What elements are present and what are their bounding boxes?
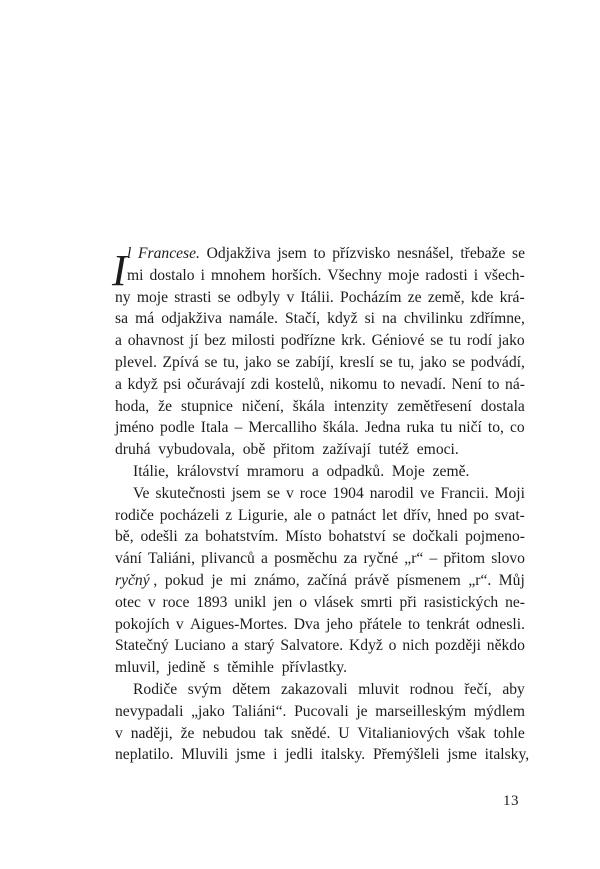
word: pokud [164, 571, 204, 589]
word: l [127, 245, 132, 262]
word: Když [349, 637, 383, 655]
word: známo, [254, 571, 300, 589]
word: tak [263, 724, 284, 742]
word: italsky, [484, 746, 530, 764]
word: je [211, 571, 223, 589]
word: jedině [167, 659, 206, 677]
word: – [234, 419, 243, 437]
word: v [115, 724, 123, 742]
word: namále. [228, 310, 278, 328]
word: dřív, [403, 506, 432, 524]
word: rodiče [115, 506, 154, 524]
word: a [231, 637, 239, 655]
word: Statečný [115, 637, 169, 655]
word: je [356, 702, 368, 720]
word: v [285, 484, 294, 502]
word: Jedna [364, 419, 401, 437]
text-line [115, 657, 525, 679]
word: Francii. [440, 484, 489, 502]
text-line [115, 330, 525, 352]
word: ná- [505, 375, 525, 393]
word: to [313, 245, 326, 262]
word: Přemýšleli [372, 746, 440, 764]
word: Géniové [371, 332, 425, 350]
word: a [311, 462, 319, 480]
word: v [147, 593, 156, 611]
paragraph [115, 483, 525, 679]
word: skutečnosti [155, 484, 226, 502]
word: Pocházím [340, 288, 402, 306]
word: krk. [341, 332, 366, 350]
word: Ligurie, [237, 506, 288, 524]
word: písmenem [396, 571, 461, 589]
word: Moji [494, 484, 525, 502]
word: Vitalianiových [357, 724, 450, 742]
word: Rodiče [133, 680, 178, 698]
word: let [381, 506, 398, 524]
word: to [407, 615, 421, 633]
word: 1893 [196, 593, 228, 611]
word: pojmeno- [465, 528, 525, 546]
word: jsem [277, 245, 307, 262]
word: obě [242, 441, 266, 459]
word: emoci. [416, 441, 459, 459]
word: jeho [326, 615, 353, 633]
word: U [338, 724, 350, 742]
word: ryčný [115, 571, 150, 589]
word: bě, [115, 528, 134, 546]
text-line [115, 308, 525, 330]
paragraph [115, 679, 530, 766]
word: Můj [498, 571, 525, 589]
word: o [388, 637, 397, 655]
word: pokojích [115, 615, 170, 633]
word: Aigues-Mortes. [190, 615, 288, 633]
word: jsme [235, 746, 266, 764]
word: Ve [133, 484, 150, 502]
word: tu, [222, 353, 239, 371]
word: země, [427, 288, 465, 306]
text-line [115, 635, 525, 657]
word: začíná [307, 571, 347, 589]
word: plivanců [201, 550, 255, 568]
word: plevel. [115, 353, 157, 371]
word: nevypadali [115, 702, 184, 720]
text-line [115, 744, 530, 766]
word: podle [160, 419, 195, 437]
word: slovo [491, 550, 525, 568]
word: moje [136, 288, 168, 306]
word: právě [354, 571, 390, 589]
word: jméno [115, 419, 154, 437]
word: rasistických [423, 593, 499, 611]
word: zabíjí, [295, 353, 334, 371]
word: ze [407, 288, 422, 306]
word: když [127, 375, 158, 393]
word: se [512, 245, 525, 262]
word: pocházeli [159, 506, 220, 524]
word: tohle [493, 724, 525, 742]
word: jí [189, 332, 199, 350]
word: krá- [499, 288, 525, 306]
word: těmihle [227, 659, 274, 677]
word: řečí, [464, 680, 492, 698]
word: Není [451, 375, 482, 393]
word: dočkali [412, 528, 459, 546]
word: přitom [273, 441, 315, 459]
word: tu [448, 332, 462, 350]
word: hoda, [115, 397, 150, 415]
word: přízvisko [332, 245, 391, 262]
word: království [176, 462, 240, 480]
word: odjakživa [161, 310, 222, 328]
word: stupnice [180, 397, 233, 415]
word: svat- [494, 506, 525, 524]
word: jedli [285, 746, 313, 764]
word: však [457, 724, 486, 742]
word: Taliáni“. [232, 702, 287, 720]
word: milosti [231, 332, 275, 350]
word: Mluvili [181, 746, 229, 764]
word: kreslí [339, 353, 375, 371]
word: snědé. [290, 724, 331, 742]
paragraph [115, 461, 525, 483]
word: starý [244, 637, 275, 655]
word: očurávají [187, 375, 246, 393]
word: se [204, 353, 218, 371]
drop-cap: I [112, 246, 127, 295]
text-line [115, 287, 525, 309]
word: s [213, 659, 220, 677]
word: otec [115, 593, 141, 611]
word: si [364, 310, 375, 328]
word: „r“. [468, 571, 492, 589]
word: odbyly [236, 288, 281, 306]
word: roce [162, 593, 190, 611]
word: neplatilo. [115, 746, 174, 764]
word: podřízne [280, 332, 336, 350]
word: ruka [406, 419, 435, 437]
text-line [115, 505, 525, 527]
word: po [473, 506, 489, 524]
word: se [430, 332, 444, 350]
word: roce [299, 484, 327, 502]
word: Luciano [174, 637, 226, 655]
word: třebaže [460, 245, 506, 262]
word: na [382, 310, 397, 328]
word: svým [187, 680, 222, 698]
word: italsky. [320, 746, 366, 764]
word: Itálii. [300, 288, 334, 306]
word: mluvil, [115, 659, 160, 677]
text-line [115, 417, 525, 439]
word: to, [487, 419, 504, 437]
word: moje [388, 266, 420, 284]
word: mluvit [358, 680, 399, 698]
word: jako [419, 353, 447, 371]
word: Zpívá [162, 353, 199, 371]
word: se [217, 288, 231, 306]
word: v [175, 615, 184, 633]
text-line [115, 352, 525, 374]
word: bohatstvím. [205, 528, 279, 546]
text-line [115, 614, 525, 636]
word: Pucovali [294, 702, 349, 720]
word: jen [273, 593, 293, 611]
word: sa [115, 310, 128, 328]
word: kde [470, 288, 494, 306]
word: druhá [115, 441, 151, 459]
word: se [379, 353, 393, 371]
word: ne- [505, 593, 525, 611]
word: a [115, 332, 122, 350]
text-line [115, 461, 525, 483]
word: rodnou [409, 680, 454, 698]
word: mýdlem [473, 702, 525, 720]
word: „jako [191, 702, 225, 720]
word: při [399, 593, 417, 611]
word: někdo [486, 637, 525, 655]
word: za [184, 528, 199, 546]
word: odpadků. [326, 462, 385, 480]
paragraph [115, 243, 525, 461]
word: se [392, 528, 406, 546]
word: tu, [398, 353, 415, 371]
word: 1904 [332, 484, 364, 502]
word: že [158, 397, 172, 415]
text-line [115, 396, 525, 418]
text-line [115, 570, 525, 592]
word: Moje [391, 462, 425, 480]
word: mi [127, 266, 144, 284]
word: odešli [140, 528, 178, 546]
word: vybudovala, [158, 441, 235, 459]
word: nikomu [329, 375, 378, 393]
word: jsem [231, 484, 262, 502]
text-line [115, 526, 525, 548]
word: přitom [443, 550, 486, 568]
word: škála [292, 397, 325, 415]
word: podvádí, [470, 353, 525, 371]
word: aby [502, 680, 525, 698]
word: horších. [271, 266, 322, 284]
text-line [115, 701, 525, 723]
word: Stačí, [284, 310, 321, 328]
word: narodil [369, 484, 414, 502]
word: v [286, 288, 295, 306]
text-line [115, 548, 525, 570]
word: Mercalliho [248, 419, 317, 437]
word: a [115, 375, 122, 393]
text-line [115, 679, 525, 701]
word: když [327, 310, 358, 328]
word: všech- [484, 266, 525, 284]
word: zažívají [322, 441, 371, 459]
word: dětem [232, 680, 271, 698]
word: – [429, 550, 438, 568]
word: ryčné [363, 550, 399, 568]
word: naději, [130, 724, 173, 742]
word: se [267, 484, 280, 502]
word: psi [163, 375, 182, 393]
word: nich [402, 637, 430, 655]
word: země. [432, 462, 470, 480]
word: ale [293, 506, 312, 524]
word: i [273, 746, 278, 764]
word: tu [440, 419, 453, 437]
word: o [299, 593, 307, 611]
word: dostala [480, 397, 525, 415]
word: Francese. [138, 245, 200, 262]
word: i [473, 266, 479, 284]
word: se [276, 353, 290, 371]
word: vlásek [313, 593, 354, 611]
word: Dva [293, 615, 320, 633]
word: posměchu [274, 550, 338, 568]
word: co [510, 419, 525, 437]
word: přívlastky. [281, 659, 347, 677]
word: marseilleským [375, 702, 467, 720]
word: ničení, [241, 397, 284, 415]
word: ve [419, 484, 435, 502]
word: tenkrát [426, 615, 470, 633]
word: Všechny [327, 266, 382, 284]
word: „r“ [404, 550, 424, 568]
word: Odjakživa [206, 245, 271, 262]
word: kostelů, [275, 375, 325, 393]
word: Itala [200, 419, 229, 437]
word: Salvatore. [280, 637, 344, 655]
word: radosti [425, 266, 468, 284]
word: rodí [466, 332, 493, 350]
word: dostalo [149, 266, 195, 284]
word: chvilinku [403, 310, 463, 328]
word: že [180, 724, 195, 742]
word: jako [244, 353, 272, 371]
word: mramoru [246, 462, 305, 480]
word: smrti [360, 593, 393, 611]
text-line [115, 439, 525, 461]
word: za [343, 550, 358, 568]
text-line [115, 374, 525, 396]
word: strasti [174, 288, 212, 306]
text-line [115, 723, 525, 745]
word: zdřímne, [469, 310, 525, 328]
word: bez [204, 332, 226, 350]
text-line [115, 592, 525, 614]
word: mnohem [210, 266, 266, 284]
word: o [317, 506, 326, 524]
word: , [153, 571, 158, 589]
word: později [435, 637, 481, 655]
word: hned [437, 506, 468, 524]
word: jako [497, 332, 525, 350]
text-line [115, 265, 525, 287]
text-line [115, 243, 525, 265]
word: z [225, 506, 233, 524]
word: unikl [234, 593, 267, 611]
word: a [261, 550, 268, 568]
word: mi [230, 571, 247, 589]
word: patnáct [331, 506, 377, 524]
word: se [452, 353, 466, 371]
word: má [135, 310, 155, 328]
word: nevadí. [400, 375, 446, 393]
word: intenzity [333, 397, 389, 415]
page-number: 13 [503, 793, 519, 809]
word: bohatství [328, 528, 386, 546]
word: zakazovali [280, 680, 348, 698]
word: ničí [458, 419, 482, 437]
word: vání [115, 550, 142, 568]
word: nesnášel, [396, 245, 454, 262]
word: Taliáni, [148, 550, 195, 568]
word: přátele [359, 615, 402, 633]
word: Místo [285, 528, 322, 546]
word: ny [115, 288, 131, 306]
word: ohavnost [127, 332, 185, 350]
text-line [115, 483, 525, 505]
word: zdi [250, 375, 270, 393]
word: to [487, 375, 500, 393]
word: Itálie, [133, 462, 169, 480]
word: jsme [447, 746, 477, 764]
chapter-text [112, 243, 530, 766]
word: odnesli. [476, 615, 525, 633]
word: zemětřesení [397, 397, 472, 415]
word: tutéž [378, 441, 409, 459]
word: nebudou [202, 724, 257, 742]
word: to [382, 375, 395, 393]
word: i [200, 266, 205, 284]
word: škála. [322, 419, 359, 437]
